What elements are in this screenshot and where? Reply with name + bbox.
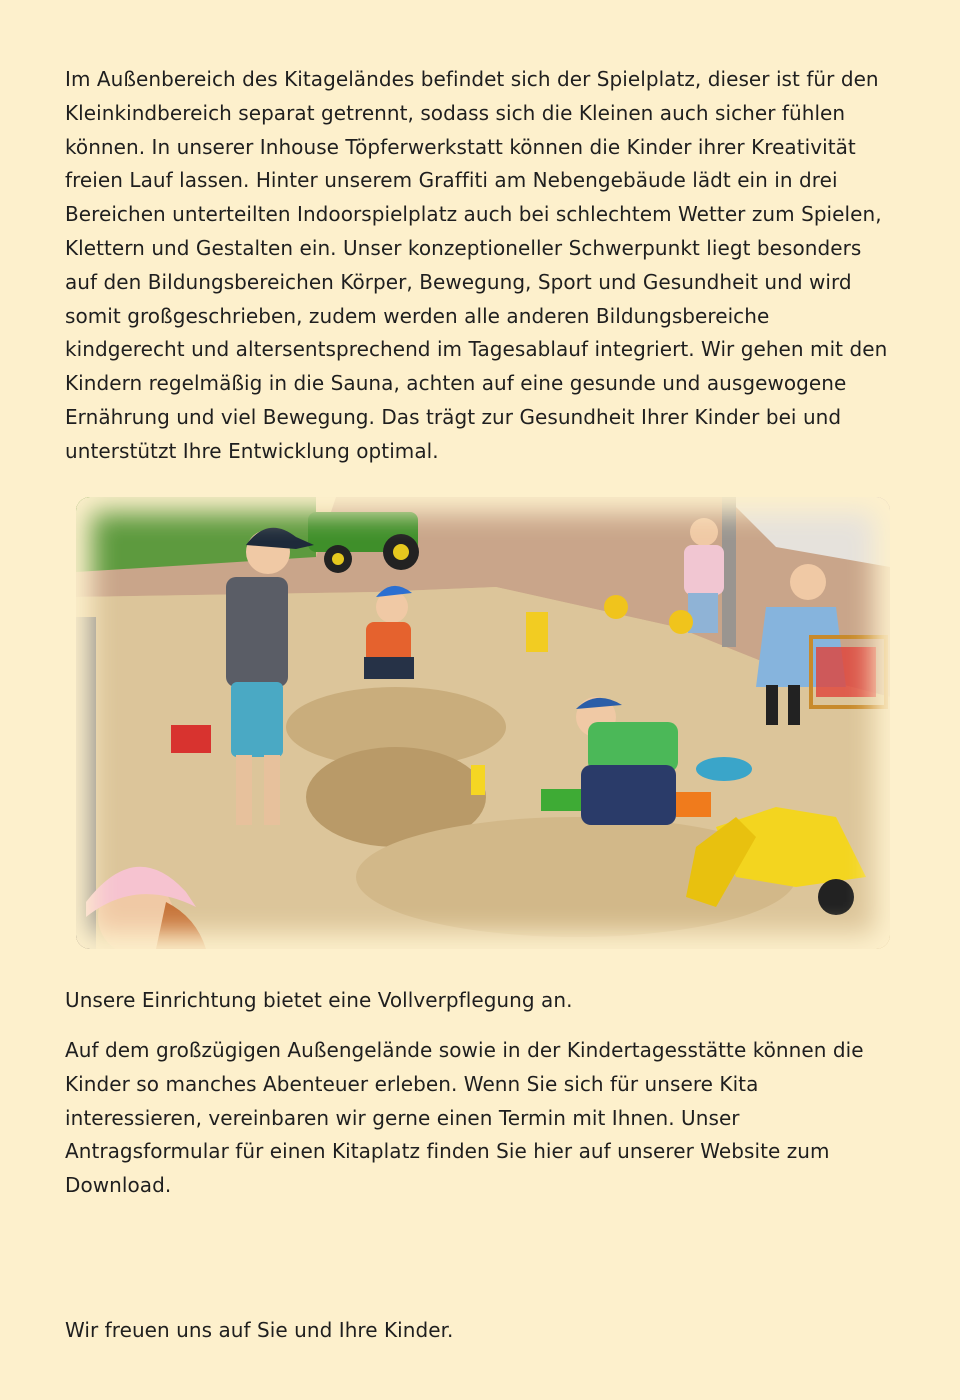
intro-paragraph: Im Außenbereich des Kitageländes befindet sich der Spielplatz, dieser ist für den Kleinkindbereich separat getrennt, sodass sich die Kleinen auch sicher fühlen können. In unserer Inhouse Töpferwerkstatt können die Kinder ihrer Kreativität freien Lauf lassen. Hinter unserem Graffiti am Nebengebäude lädt ein in drei Bereichen unterteilten Indoorspielplatz auch bei schlechtem Wetter zum Spielen, Klettern und Gestalten ein. Unser konzeptioneller Schwerpunkt liegt besonders auf den Bildungsbereichen Körper, Bewegung, Sport und Gesundheit und wird somit großgeschrieben, zudem werden alle anderen Bildungsbereiche kindgerecht und altersentsprechend im Tagesablauf integriert. Wir gehen mit den Kindern regelmäßig in die Sauna, achten auf eine gesunde und ausgewogene Ernährung und viel Bewegung. Das trägt zur Gesundheit Ihrer Kinder bei und unterstützt Ihre Entwicklung optimal.: [65, 67, 888, 463]
outdoor-paragraph: Auf dem großzügigen Außengelände sowie in der Kindertagesstätte können die Kinder so manches Abenteuer erleben. Wenn Sie sich für unsere Kita interessieren, vereinbaren wir gerne einen Termin mit Ihnen. Unser Antragsformular für einen Kitaplatz finden Sie hier auf unserer Website zum Download.: [65, 1038, 864, 1198]
sandbox-photo: [76, 497, 890, 949]
closing-paragraph: Wir freuen uns auf Sie und Ihre Kinder.: [65, 1318, 454, 1342]
meals-paragraph: Unsere Einrichtung bietet eine Vollverpflegung an.: [65, 988, 573, 1012]
sandbox-photo-illustration: [76, 497, 890, 949]
